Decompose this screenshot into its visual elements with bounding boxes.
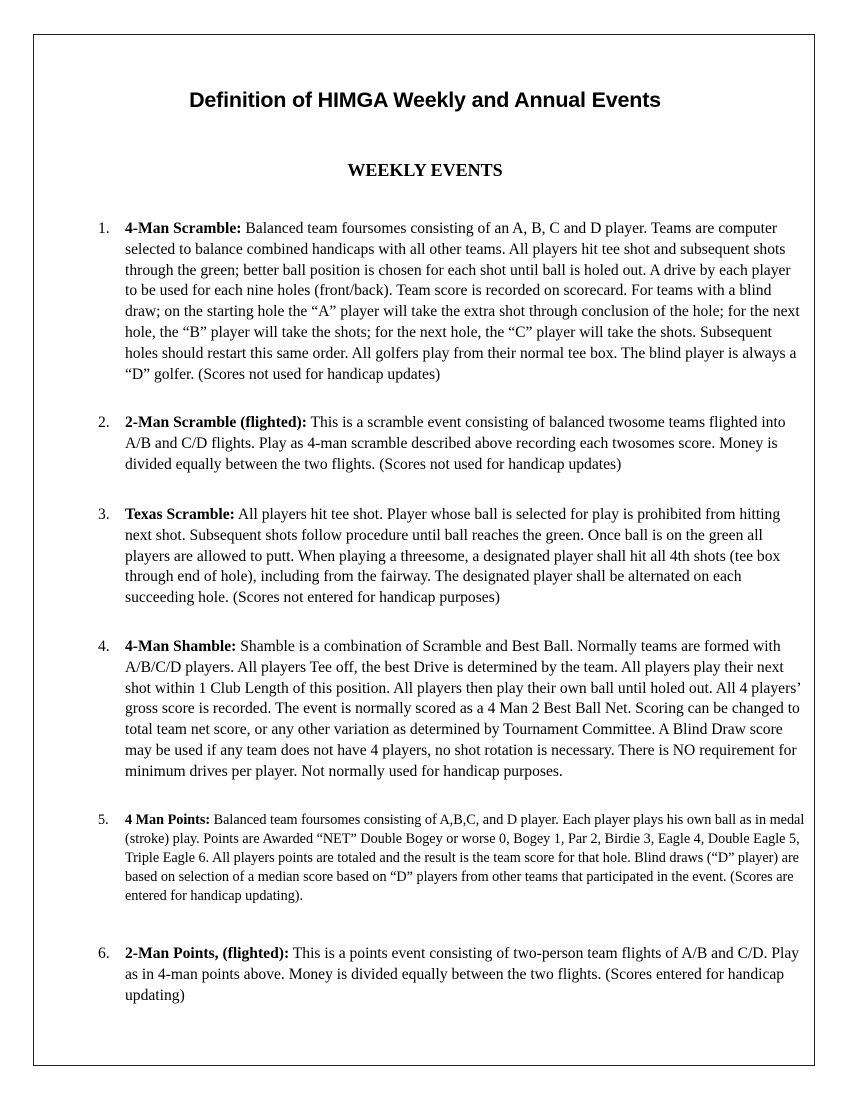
event-number: 4.	[98, 638, 110, 655]
event-number: 2.	[98, 414, 110, 431]
event-description: All players hit tee shot. Player whose ball is selected for play is prohibited from hitting next shot. Subsequent shots follow procedure until ball reaches the green. Once ball is on the green all players are allowed to putt. When playing a threesome, a designated player shall hit all 4th shots (tee box through end of hole), including from the fairway. The designated player shall be alternated on each succeeding hole. (Scores not entered for handicap purposes)	[125, 506, 781, 607]
event-item-2-man-points	[98, 944, 800, 1006]
event-number: 6.	[98, 945, 110, 962]
event-description: Balanced team foursomes consisting of an A, B, C and D player. Teams are computer selected to balance combined handicaps with all other teams. All players hit tee shot and subsequent shots through the green; better ball position is chosen for each shot until ball is holed out. A drive by each player to be used for each nine holes (front/back). Team score is recorded on scorecard. For teams with a blind draw; on the starting hole the “A” player will take the extra shot through conclusion of the hole; for the next hole, the “B” player will take the shots; for the next hole, the “C” player will take the shots. Subsequent holes should restart this same order. All golfers play from their normal tee box. The blind player is always a “D” golfer. (Scores not used for handicap updates)	[125, 220, 800, 383]
event-name: 2-Man Points, (flighted):	[125, 945, 290, 962]
event-name: 4 Man Points:	[125, 812, 211, 828]
event-description: This is a scramble event consisting of balanced twosome teams flighted into A/B and C/D flights. Play as 4-man scramble described above recording each twosomes score. Money is divided equally between the two flights. (Scores not used for handicap updates)	[125, 414, 786, 473]
section-heading-weekly-events: WEEKLY EVENTS	[347, 160, 503, 180]
event-name: 2-Man Scramble (flighted):	[125, 414, 307, 431]
event-item-4-man-shamble	[98, 637, 805, 783]
event-name: Texas Scramble:	[125, 506, 235, 523]
event-number: 3.	[98, 506, 110, 523]
event-description: Balanced team foursomes consisting of A,B,C, and D player. Each player plays his own ball as in medal (stroke) play. Points are Awarded “NET” Double Bogey or worse 0, Bogey 1, Par 2, Birdie 3, Eagle 4, Double Eagle 5, Triple Eagle 6. All players points are totaled and the result is the team score for that hole. Blind draws (“D” player) are based on selection of a median score based on “D” players from other teams that participated in the event. (Scores are entered for handicap updating).	[125, 812, 805, 905]
event-number: 1.	[98, 220, 110, 237]
event-item-texas-scramble	[98, 505, 805, 609]
event-name: 4-Man Scramble:	[125, 220, 242, 237]
event-item-4-man-points	[98, 811, 805, 906]
event-item-2-man-scramble	[98, 413, 805, 475]
document-title: Definition of HIMGA Weekly and Annual Events	[189, 88, 661, 112]
event-description: This is a points event consisting of two-person team flights of A/B and C/D. Play as in 4-man points above. Money is divided equally between the two flights. (Scores entered for handicap updating)	[125, 945, 800, 1004]
event-number: 5.	[98, 812, 109, 828]
event-item-4-man-scramble	[98, 219, 805, 385]
event-name: 4-Man Shamble:	[125, 638, 237, 655]
event-description: Shamble is a combination of Scramble and Best Ball. Normally teams are formed with A/B/C/D players. All players Tee off, the best Drive is determined by the team. All players play their next shot within 1 Club Length of this position. All players then play their own ball until holed out. All 4 players’ gross score is recorded. The event is normally scored as a 4 Man 2 Best Ball Net. Scoring can be changed to total team net score, or any other variation as determined by Tournament Committee. A Blind Draw score may be used if any team does not have 4 players, no shot rotation is necessary. There is NO requirement for minimum drives per player. Not normally used for handicap purposes.	[125, 638, 801, 780]
